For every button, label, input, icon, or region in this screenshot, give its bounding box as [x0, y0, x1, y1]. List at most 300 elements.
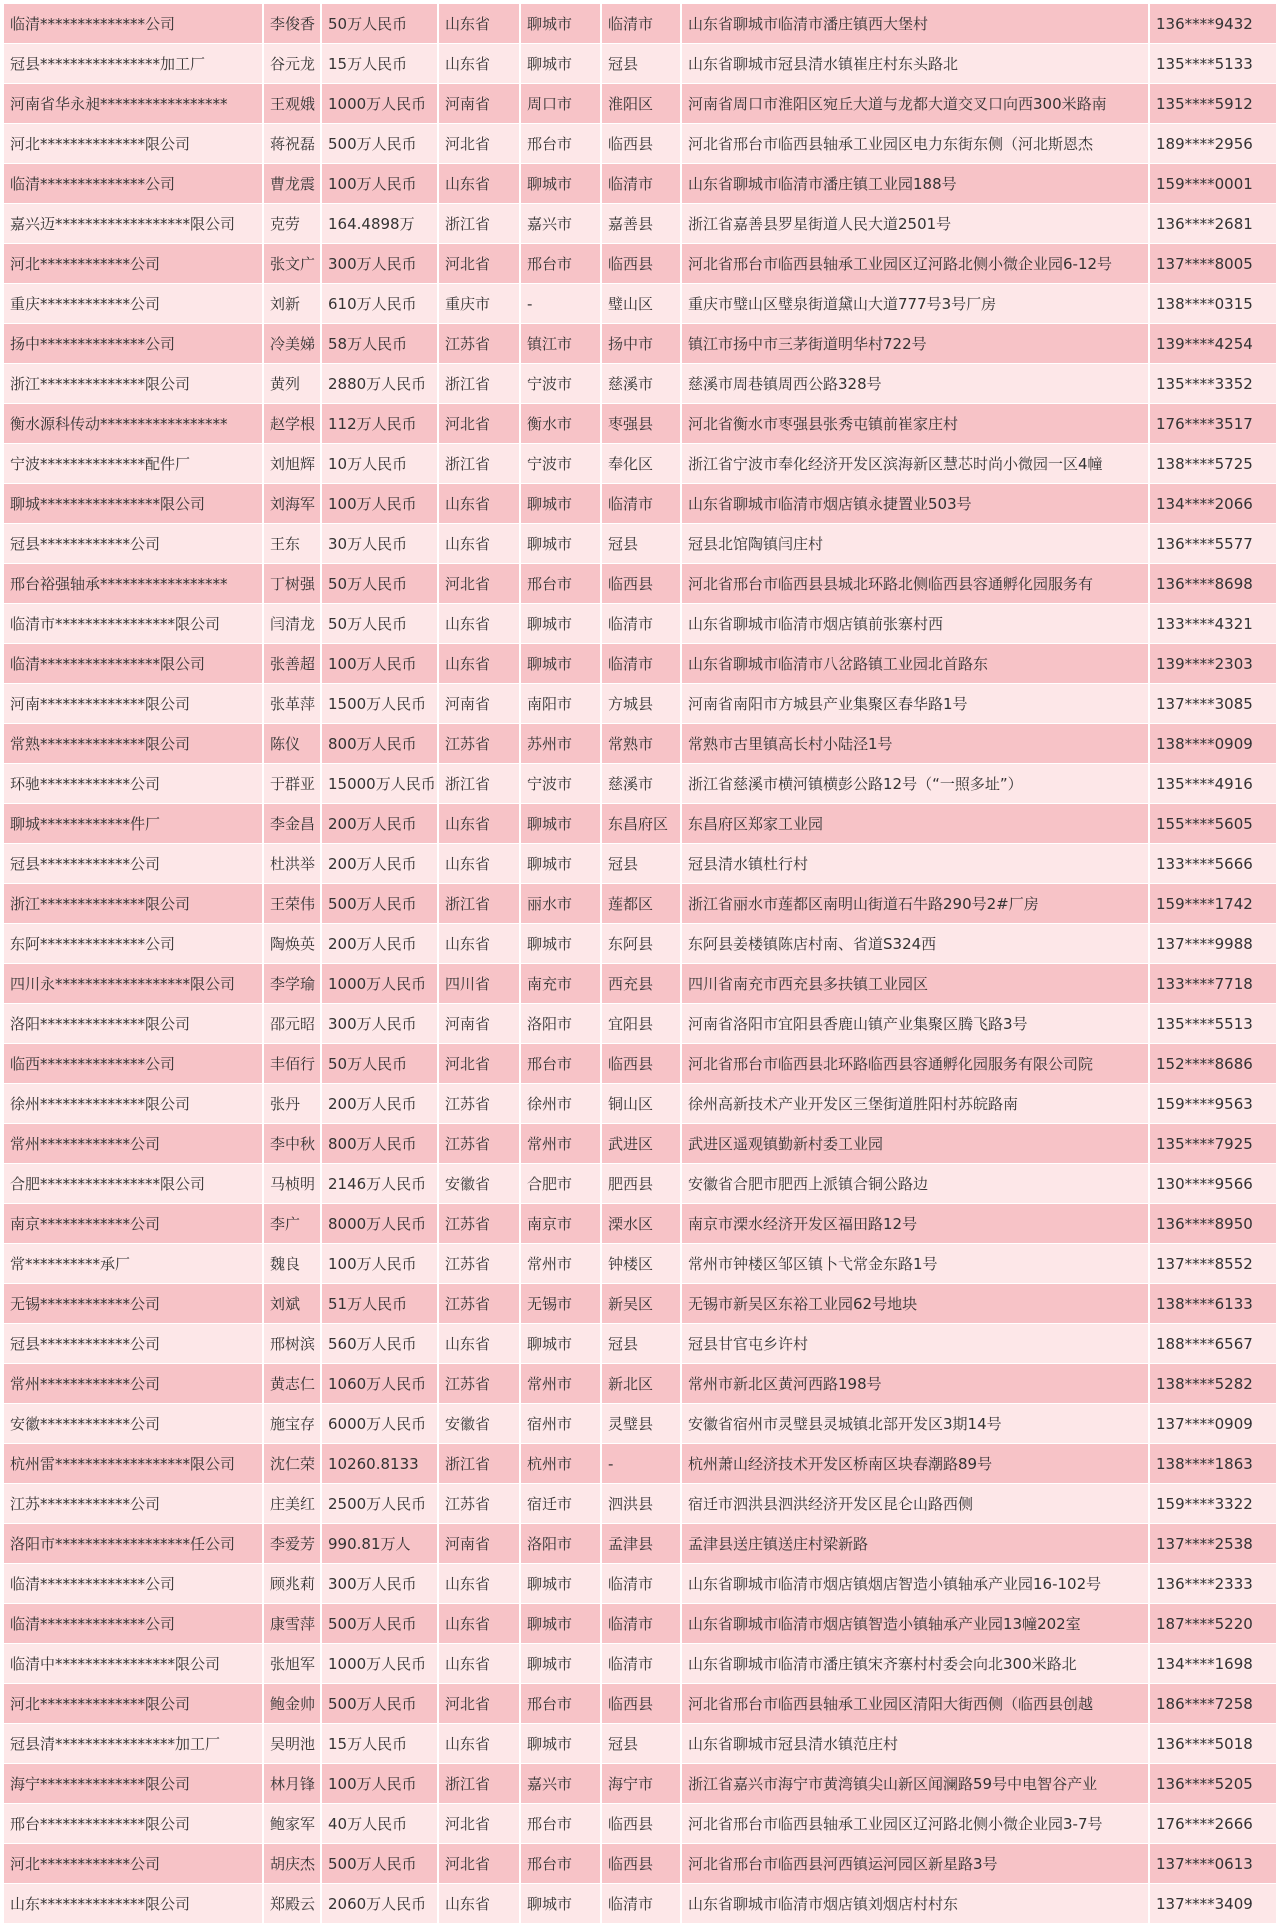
registered-capital-cell: 2060万人民币: [321, 1884, 438, 1924]
table-row: [4, 1844, 1276, 1884]
city-cell: 邢台市: [520, 1044, 601, 1084]
district-cell: 临西县: [601, 1684, 681, 1724]
address-cell: 杭州萧山经济技术开发区桥南区块春潮路89号: [681, 1444, 1149, 1484]
registered-capital-cell: 1000万人民币: [321, 84, 438, 124]
phone-cell: 189****2956: [1149, 124, 1276, 164]
table-row: [4, 1644, 1276, 1684]
company-name-cell: 邢台**************限公司: [4, 1804, 263, 1844]
address-cell: 安徽省宿州市灵璧县灵城镇北部开发区3期14号: [681, 1404, 1149, 1444]
province-cell: 山东省: [438, 924, 520, 964]
company-name-cell: 临清**************公司: [4, 1604, 263, 1644]
registered-capital-cell: 50万人民币: [321, 564, 438, 604]
registered-capital-cell: 560万人民币: [321, 1324, 438, 1364]
company-name-cell: 河北**************限公司: [4, 1684, 263, 1724]
legal-person-cell: 杜洪举: [263, 844, 321, 884]
district-cell: 新北区: [601, 1364, 681, 1404]
district-cell: 海宁市: [601, 1764, 681, 1804]
province-cell: 安徽省: [438, 1164, 520, 1204]
city-cell: 嘉兴市: [520, 1764, 601, 1804]
company-name-cell: 冠县****************加工厂: [4, 44, 263, 84]
legal-person-cell: 魏良: [263, 1244, 321, 1284]
registered-capital-cell: 1060万人民币: [321, 1364, 438, 1404]
legal-person-cell: 李俊香: [263, 4, 321, 44]
registered-capital-cell: 100万人民币: [321, 1764, 438, 1804]
district-cell: 新吴区: [601, 1284, 681, 1324]
district-cell: 临清市: [601, 1644, 681, 1684]
table-body: [4, 4, 1276, 1924]
address-cell: 山东省聊城市临清市潘庄镇宋齐寨村村委会向北300米路北: [681, 1644, 1149, 1684]
address-cell: 山东省聊城市临清市烟店镇智造小镇轴承产业园13幢202室: [681, 1604, 1149, 1644]
phone-cell: 133****7718: [1149, 964, 1276, 1004]
registered-capital-cell: 50万人民币: [321, 4, 438, 44]
city-cell: 邢台市: [520, 1844, 601, 1884]
phone-cell: 130****9566: [1149, 1164, 1276, 1204]
city-cell: 聊城市: [520, 604, 601, 644]
company-name-cell: 徐州**************限公司: [4, 1084, 263, 1124]
registered-capital-cell: 2880万人民币: [321, 364, 438, 404]
district-cell: 扬中市: [601, 324, 681, 364]
company-name-cell: 嘉兴迈******************限公司: [4, 204, 263, 244]
legal-person-cell: 蒋祝磊: [263, 124, 321, 164]
table-row: [4, 1524, 1276, 1564]
city-cell: 聊城市: [520, 524, 601, 564]
phone-cell: 136****2333: [1149, 1564, 1276, 1604]
address-cell: 南京市溧水经济开发区福田路12号: [681, 1204, 1149, 1244]
registered-capital-cell: 30万人民币: [321, 524, 438, 564]
district-cell: 常熟市: [601, 724, 681, 764]
city-cell: 宁波市: [520, 364, 601, 404]
legal-person-cell: 丁树强: [263, 564, 321, 604]
address-cell: 宿迁市泗洪县泗洪经济开发区昆仑山路西侧: [681, 1484, 1149, 1524]
table-row: [4, 364, 1276, 404]
city-cell: 聊城市: [520, 484, 601, 524]
district-cell: 璧山区: [601, 284, 681, 324]
address-cell: 山东省聊城市临清市八岔路镇工业园北首路东: [681, 644, 1149, 684]
address-cell: 浙江省宁波市奉化经济开发区滨海新区慧芯时尚小微园一区4幢: [681, 444, 1149, 484]
company-name-cell: 南京************公司: [4, 1204, 263, 1244]
phone-cell: 159****3322: [1149, 1484, 1276, 1524]
city-cell: 周口市: [520, 84, 601, 124]
phone-cell: 159****9563: [1149, 1084, 1276, 1124]
table-row: [4, 1124, 1276, 1164]
address-cell: 山东省聊城市临清市烟店镇永捷置业503号: [681, 484, 1149, 524]
address-cell: 河南省洛阳市宜阳县香鹿山镇产业集聚区腾飞路3号: [681, 1004, 1149, 1044]
address-cell: 重庆市璧山区璧泉街道黛山大道777号3号厂房: [681, 284, 1149, 324]
city-cell: 邢台市: [520, 244, 601, 284]
registered-capital-cell: 2500万人民币: [321, 1484, 438, 1524]
phone-cell: 159****0001: [1149, 164, 1276, 204]
province-cell: 山东省: [438, 44, 520, 84]
table-row: [4, 1884, 1276, 1924]
table-row: [4, 1484, 1276, 1524]
province-cell: 安徽省: [438, 1404, 520, 1444]
city-cell: 宁波市: [520, 764, 601, 804]
table-row: [4, 324, 1276, 364]
district-cell: 临清市: [601, 484, 681, 524]
table-row: [4, 1164, 1276, 1204]
phone-cell: 136****2681: [1149, 204, 1276, 244]
table-row: [4, 844, 1276, 884]
company-name-cell: 常州************公司: [4, 1364, 263, 1404]
address-cell: 东阿县姜楼镇陈店村南、省道S324西: [681, 924, 1149, 964]
table-row: [4, 484, 1276, 524]
company-name-cell: 宁波**************配件厂: [4, 444, 263, 484]
address-cell: 徐州高新技术产业开发区三堡街道胜阳村苏皖路南: [681, 1084, 1149, 1124]
address-cell: 河南省南阳市方城县产业集聚区春华路1号: [681, 684, 1149, 724]
province-cell: 河南省: [438, 84, 520, 124]
address-cell: 镇江市扬中市三茅街道明华村722号: [681, 324, 1149, 364]
registered-capital-cell: 200万人民币: [321, 844, 438, 884]
phone-cell: 176****3517: [1149, 404, 1276, 444]
district-cell: 冠县: [601, 524, 681, 564]
table-row: [4, 1284, 1276, 1324]
address-cell: 东昌府区郑家工业园: [681, 804, 1149, 844]
phone-cell: 137****0909: [1149, 1404, 1276, 1444]
city-cell: 邢台市: [520, 564, 601, 604]
registered-capital-cell: 800万人民币: [321, 724, 438, 764]
district-cell: 临清市: [601, 1604, 681, 1644]
city-cell: 聊城市: [520, 1564, 601, 1604]
phone-cell: 139****2303: [1149, 644, 1276, 684]
company-name-cell: 海宁**************限公司: [4, 1764, 263, 1804]
table-row: [4, 124, 1276, 164]
district-cell: 慈溪市: [601, 364, 681, 404]
address-cell: 常州市钟楼区邹区镇卜弋常金东路1号: [681, 1244, 1149, 1284]
province-cell: 河南省: [438, 1004, 520, 1044]
address-cell: 河北省邢台市临西县县城北环路北侧临西县容通孵化园服务有: [681, 564, 1149, 604]
company-name-cell: 扬中**************公司: [4, 324, 263, 364]
legal-person-cell: 张善超: [263, 644, 321, 684]
district-cell: 临清市: [601, 604, 681, 644]
company-name-cell: 常熟**************限公司: [4, 724, 263, 764]
legal-person-cell: 林月锋: [263, 1764, 321, 1804]
district-cell: 莲都区: [601, 884, 681, 924]
district-cell: -: [601, 1444, 681, 1484]
legal-person-cell: 冷美娣: [263, 324, 321, 364]
city-cell: -: [520, 284, 601, 324]
district-cell: 肥西县: [601, 1164, 681, 1204]
phone-cell: 135****5133: [1149, 44, 1276, 84]
district-cell: 东阿县: [601, 924, 681, 964]
province-cell: 河北省: [438, 1684, 520, 1724]
table-row: [4, 1364, 1276, 1404]
district-cell: 临西县: [601, 1804, 681, 1844]
district-cell: 冠县: [601, 844, 681, 884]
company-name-cell: 合肥****************限公司: [4, 1164, 263, 1204]
phone-cell: 138****1863: [1149, 1444, 1276, 1484]
province-cell: 山东省: [438, 804, 520, 844]
legal-person-cell: 王东: [263, 524, 321, 564]
address-cell: 山东省聊城市临清市烟店镇前张寨村西: [681, 604, 1149, 644]
registered-capital-cell: 8000万人民币: [321, 1204, 438, 1244]
registered-capital-cell: 500万人民币: [321, 124, 438, 164]
city-cell: 常州市: [520, 1124, 601, 1164]
city-cell: 聊城市: [520, 4, 601, 44]
district-cell: 临清市: [601, 644, 681, 684]
company-name-cell: 常州************公司: [4, 1124, 263, 1164]
table-row: [4, 1444, 1276, 1484]
address-cell: 常州市新北区黄河西路198号: [681, 1364, 1149, 1404]
registered-capital-cell: 300万人民币: [321, 244, 438, 284]
company-name-cell: 东阿**************公司: [4, 924, 263, 964]
company-table: [4, 4, 1276, 1924]
legal-person-cell: 黄志仁: [263, 1364, 321, 1404]
table-row: [4, 204, 1276, 244]
city-cell: 聊城市: [520, 844, 601, 884]
city-cell: 杭州市: [520, 1444, 601, 1484]
phone-cell: 136****8698: [1149, 564, 1276, 604]
district-cell: 西充县: [601, 964, 681, 1004]
phone-cell: 186****7258: [1149, 1684, 1276, 1724]
company-name-cell: 冠县************公司: [4, 1324, 263, 1364]
district-cell: 方城县: [601, 684, 681, 724]
registered-capital-cell: 15000万人民币: [321, 764, 438, 804]
province-cell: 浙江省: [438, 364, 520, 404]
province-cell: 山东省: [438, 1884, 520, 1924]
legal-person-cell: 李爱芳: [263, 1524, 321, 1564]
city-cell: 聊城市: [520, 1644, 601, 1684]
address-cell: 浙江省嘉善县罗星街道人民大道2501号: [681, 204, 1149, 244]
address-cell: 无锡市新吴区东裕工业园62号地块: [681, 1284, 1149, 1324]
city-cell: 常州市: [520, 1244, 601, 1284]
phone-cell: 137****0613: [1149, 1844, 1276, 1884]
district-cell: 临西县: [601, 1844, 681, 1884]
district-cell: 临西县: [601, 564, 681, 604]
address-cell: 慈溪市周巷镇周西公路328号: [681, 364, 1149, 404]
table-row: [4, 1044, 1276, 1084]
city-cell: 徐州市: [520, 1084, 601, 1124]
table-row: [4, 564, 1276, 604]
city-cell: 南阳市: [520, 684, 601, 724]
address-cell: 孟津县送庄镇送庄村梁新路: [681, 1524, 1149, 1564]
district-cell: 奉化区: [601, 444, 681, 484]
address-cell: 河北省邢台市临西县轴承工业园区辽河路北侧小微企业园6-12号: [681, 244, 1149, 284]
legal-person-cell: 黄列: [263, 364, 321, 404]
province-cell: 浙江省: [438, 1764, 520, 1804]
table-row: [4, 924, 1276, 964]
legal-person-cell: 李中秋: [263, 1124, 321, 1164]
legal-person-cell: 庄美红: [263, 1484, 321, 1524]
table-row: [4, 644, 1276, 684]
table-row: [4, 1724, 1276, 1764]
province-cell: 江苏省: [438, 724, 520, 764]
registered-capital-cell: 1000万人民币: [321, 964, 438, 1004]
table-row: [4, 1204, 1276, 1244]
district-cell: 泗洪县: [601, 1484, 681, 1524]
table-row: [4, 804, 1276, 844]
province-cell: 山东省: [438, 524, 520, 564]
legal-person-cell: 胡庆杰: [263, 1844, 321, 1884]
registered-capital-cell: 40万人民币: [321, 1804, 438, 1844]
registered-capital-cell: 164.4898万: [321, 204, 438, 244]
district-cell: 嘉善县: [601, 204, 681, 244]
table-row: [4, 1324, 1276, 1364]
phone-cell: 136****5577: [1149, 524, 1276, 564]
province-cell: 浙江省: [438, 764, 520, 804]
district-cell: 临清市: [601, 1884, 681, 1924]
legal-person-cell: 沈仁荣: [263, 1444, 321, 1484]
phone-cell: 176****2666: [1149, 1804, 1276, 1844]
company-name-cell: 河南**************限公司: [4, 684, 263, 724]
company-name-cell: 冠县************公司: [4, 524, 263, 564]
legal-person-cell: 张丹: [263, 1084, 321, 1124]
table-row: [4, 1604, 1276, 1644]
company-name-cell: 杭州雷******************限公司: [4, 1444, 263, 1484]
phone-cell: 187****5220: [1149, 1604, 1276, 1644]
phone-cell: 139****4254: [1149, 324, 1276, 364]
registered-capital-cell: 800万人民币: [321, 1124, 438, 1164]
district-cell: 宜阳县: [601, 1004, 681, 1044]
address-cell: 山东省聊城市临清市潘庄镇西大堡村: [681, 4, 1149, 44]
legal-person-cell: 李广: [263, 1204, 321, 1244]
registered-capital-cell: 100万人民币: [321, 644, 438, 684]
table-row: [4, 164, 1276, 204]
phone-cell: 137****9988: [1149, 924, 1276, 964]
province-cell: 江苏省: [438, 1204, 520, 1244]
province-cell: 江苏省: [438, 1244, 520, 1284]
province-cell: 山东省: [438, 4, 520, 44]
city-cell: 常州市: [520, 1364, 601, 1404]
legal-person-cell: 邵元昭: [263, 1004, 321, 1044]
province-cell: 河北省: [438, 1804, 520, 1844]
company-name-cell: 聊城****************限公司: [4, 484, 263, 524]
phone-cell: 136****5018: [1149, 1724, 1276, 1764]
province-cell: 河北省: [438, 244, 520, 284]
province-cell: 浙江省: [438, 1444, 520, 1484]
registered-capital-cell: 100万人民币: [321, 164, 438, 204]
registered-capital-cell: 300万人民币: [321, 1564, 438, 1604]
province-cell: 河北省: [438, 124, 520, 164]
district-cell: 铜山区: [601, 1084, 681, 1124]
table-row: [4, 884, 1276, 924]
phone-cell: 135****5912: [1149, 84, 1276, 124]
district-cell: 灵璧县: [601, 1404, 681, 1444]
district-cell: 临清市: [601, 4, 681, 44]
city-cell: 合肥市: [520, 1164, 601, 1204]
company-name-cell: 重庆************公司: [4, 284, 263, 324]
table-row: [4, 84, 1276, 124]
legal-person-cell: 王荣伟: [263, 884, 321, 924]
company-name-cell: 无锡************公司: [4, 1284, 263, 1324]
district-cell: 枣强县: [601, 404, 681, 444]
address-cell: 山东省聊城市临清市潘庄镇工业园188号: [681, 164, 1149, 204]
table-row: [4, 1684, 1276, 1724]
phone-cell: 155****5605: [1149, 804, 1276, 844]
district-cell: 冠县: [601, 1324, 681, 1364]
registered-capital-cell: 2146万人民币: [321, 1164, 438, 1204]
legal-person-cell: 张文广: [263, 244, 321, 284]
table-row: [4, 244, 1276, 284]
city-cell: 聊城市: [520, 1324, 601, 1364]
city-cell: 南京市: [520, 1204, 601, 1244]
province-cell: 河北省: [438, 564, 520, 604]
registered-capital-cell: 50万人民币: [321, 1044, 438, 1084]
address-cell: 河北省邢台市临西县轴承工业园区电力东街东侧（河北斯恩杰: [681, 124, 1149, 164]
legal-person-cell: 刘海军: [263, 484, 321, 524]
province-cell: 浙江省: [438, 444, 520, 484]
legal-person-cell: 顾兆莉: [263, 1564, 321, 1604]
company-name-cell: 临清**************公司: [4, 4, 263, 44]
city-cell: 苏州市: [520, 724, 601, 764]
table-row: [4, 1804, 1276, 1844]
address-cell: 河北省邢台市临西县轴承工业园区辽河路北侧小微企业园3-7号: [681, 1804, 1149, 1844]
province-cell: 山东省: [438, 1564, 520, 1604]
province-cell: 江苏省: [438, 1124, 520, 1164]
phone-cell: 135****4916: [1149, 764, 1276, 804]
registered-capital-cell: 112万人民币: [321, 404, 438, 444]
phone-cell: 134****1698: [1149, 1644, 1276, 1684]
phone-cell: 137****3409: [1149, 1884, 1276, 1924]
district-cell: 孟津县: [601, 1524, 681, 1564]
province-cell: 山东省: [438, 644, 520, 684]
company-name-cell: 安徽************公司: [4, 1404, 263, 1444]
company-name-cell: 江苏************公司: [4, 1484, 263, 1524]
city-cell: 聊城市: [520, 924, 601, 964]
company-name-cell: 聊城************件厂: [4, 804, 263, 844]
city-cell: 嘉兴市: [520, 204, 601, 244]
province-cell: 河北省: [438, 1044, 520, 1084]
table-row: [4, 964, 1276, 1004]
phone-cell: 133****5666: [1149, 844, 1276, 884]
legal-person-cell: 于群亚: [263, 764, 321, 804]
registered-capital-cell: 200万人民币: [321, 804, 438, 844]
city-cell: 聊城市: [520, 44, 601, 84]
registered-capital-cell: 200万人民币: [321, 1084, 438, 1124]
table-row: [4, 444, 1276, 484]
registered-capital-cell: 500万人民币: [321, 1684, 438, 1724]
province-cell: 山东省: [438, 1724, 520, 1764]
legal-person-cell: 陈仪: [263, 724, 321, 764]
province-cell: 四川省: [438, 964, 520, 1004]
table-row: [4, 1764, 1276, 1804]
company-name-cell: 临清**************公司: [4, 164, 263, 204]
city-cell: 聊城市: [520, 164, 601, 204]
company-name-cell: 四川永******************限公司: [4, 964, 263, 1004]
legal-person-cell: 吴明池: [263, 1724, 321, 1764]
company-name-cell: 河北************公司: [4, 244, 263, 284]
city-cell: 邢台市: [520, 1684, 601, 1724]
address-cell: 山东省聊城市临清市烟店镇烟店智造小镇轴承产业园16-102号: [681, 1564, 1149, 1604]
phone-cell: 136****8950: [1149, 1204, 1276, 1244]
table-row: [4, 1084, 1276, 1124]
registered-capital-cell: 1000万人民币: [321, 1644, 438, 1684]
table-row: [4, 524, 1276, 564]
legal-person-cell: 鲍家军: [263, 1804, 321, 1844]
district-cell: 临清市: [601, 164, 681, 204]
address-cell: 浙江省慈溪市横河镇横彭公路12号（“一照多址”）: [681, 764, 1149, 804]
table-row: [4, 44, 1276, 84]
company-name-cell: 临清中****************限公司: [4, 1644, 263, 1684]
company-name-cell: 河南省华永昶*****************: [4, 84, 263, 124]
address-cell: 四川省南充市西充县多扶镇工业园区: [681, 964, 1149, 1004]
company-name-cell: 临清市****************限公司: [4, 604, 263, 644]
district-cell: 临西县: [601, 1044, 681, 1084]
company-name-cell: 河北************公司: [4, 1844, 263, 1884]
district-cell: 钟楼区: [601, 1244, 681, 1284]
table-row: [4, 764, 1276, 804]
table-row: [4, 724, 1276, 764]
address-cell: 山东省聊城市临清市烟店镇刘烟店村村东: [681, 1884, 1149, 1924]
legal-person-cell: 邢树滨: [263, 1324, 321, 1364]
phone-cell: 152****8686: [1149, 1044, 1276, 1084]
city-cell: 宿州市: [520, 1404, 601, 1444]
phone-cell: 159****1742: [1149, 884, 1276, 924]
phone-cell: 138****5725: [1149, 444, 1276, 484]
table-row: [4, 1004, 1276, 1044]
phone-cell: 135****3352: [1149, 364, 1276, 404]
legal-person-cell: 刘新: [263, 284, 321, 324]
province-cell: 江苏省: [438, 1284, 520, 1324]
